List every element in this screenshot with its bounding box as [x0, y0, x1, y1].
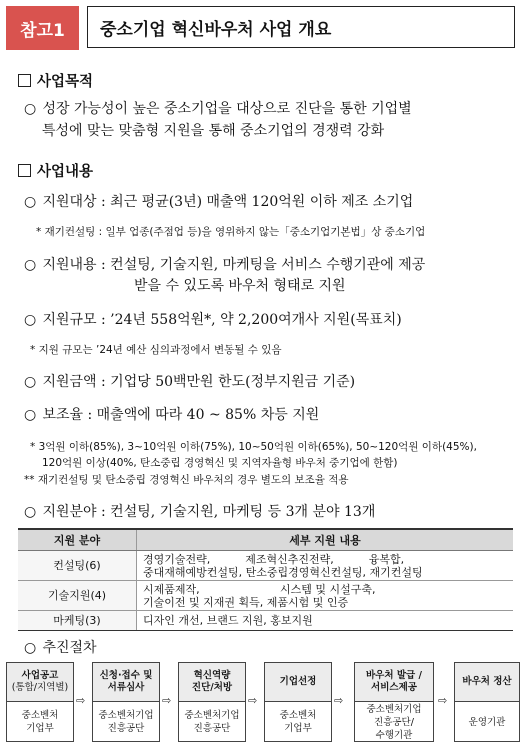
arrow-right-icon: ⇨ [334, 694, 344, 707]
circle-bullet-icon: ○ [24, 257, 37, 273]
table-cell-detail: 시제품제작, 시스템 및 시설구축, 기술이전 및 지재권 획득, 제품시험 및 인증 [137, 581, 514, 611]
arrow-right-icon: ⇨ [162, 694, 172, 707]
circle-bullet-icon: ○ [24, 504, 37, 520]
scale-note: * 지원 규모는 ’24년 예산 심의과정에서 변동될 수 있음 [30, 344, 282, 356]
scale-item: ○ 지원규모 : ’24년 558억원*, 약 2,200여개사 지원(목표치) [24, 310, 402, 331]
table-header: 지원 분야 [18, 529, 137, 551]
purpose-line1: ○ 성장 가능성이 높은 중소기업을 대상으로 진단을 통한 기업별 [24, 99, 412, 120]
table-row [18, 551, 513, 581]
process-step: 바우처 정산 운영기관 [454, 662, 520, 742]
process-step: 기업선정 중소벤처 기업부 [264, 662, 332, 742]
circle-bullet-icon: ○ [24, 194, 37, 210]
purpose-line2: 특성에 맞는 맞춤형 지원을 통해 중소기업의 경쟁력 강화 [42, 123, 385, 139]
circle-bullet-icon: ○ [24, 374, 37, 390]
circle-bullet-icon: ○ [24, 312, 37, 328]
table-cell-category: 컨설팅(6) [18, 551, 137, 581]
process-step: 사업공고 (통합/지역별) 중소벤처 기업부 [6, 662, 74, 742]
detail-line2: 받을 수 있도록 바우처 형태로 지원 [134, 278, 346, 294]
process-heading: ○ 추진절차 [24, 638, 97, 659]
page-title: 중소기업 혁신바우처 사업 개요 [87, 6, 515, 48]
amount-item: ○ 지원금액 : 기업당 50백만원 한도(정부지원금 기준) [24, 372, 355, 393]
process-step: 신청·접수 및 서류심사 중소벤처기업 진흥공단 [92, 662, 160, 742]
ratio-note-1: * 3억원 이하(85%), 3~10억원 이하(75%), 10~50억원 이하(65%), 50~120억원 이하(45%), [30, 441, 477, 453]
table-cell-category: 마케팅(3) [18, 611, 137, 631]
support-field-table [18, 528, 513, 631]
ratio-note-3: ** 재기컨설팅 및 탄소중립 경영혁신 바우처의 경우 별도의 보조율 적용 [24, 474, 349, 486]
table-cell-detail: 디자인 개선, 브랜드 지원, 홍보지원 [137, 611, 514, 631]
section-heading: 사업목적 [37, 74, 94, 90]
target-note: * 재기컨설팅 : 일부 업종(주점업 등)을 영위하지 않는「중소기업기본법」상 중소기업 [36, 226, 426, 238]
table-row [18, 581, 513, 611]
process-step: 바우처 발급 / 서비스제공 중소벤처기업 진흥공단/ 수행기관 [354, 662, 434, 742]
section-heading: 사업내용 [37, 164, 94, 180]
detail-item: ○ 지원내용 : 컨설팅, 기술지원, 마케팅을 서비스 수행기관에 제공 [24, 255, 425, 276]
circle-bullet-icon: ○ [24, 101, 37, 117]
section-purpose [18, 70, 93, 91]
field-item: ○ 지원분야 : 컨설팅, 기술지원, 마케팅 등 3개 분야 13개 [24, 502, 375, 523]
target-item: ○ 지원대상 : 최근 평균(3년) 매출액 120억원 이하 제조 소기업 [24, 192, 413, 213]
ratio-note-2: 120억원 이상(40%, 탄소중립 경영혁신 및 지역자율형 바우처 중기업에 한함) [42, 457, 398, 469]
arrow-right-icon: ⇨ [248, 694, 258, 707]
arrow-right-icon: ⇨ [438, 694, 448, 707]
circle-bullet-icon: ○ [24, 407, 37, 423]
table-cell-detail: 경영기술전략, 제조혁신추진전략, 융복합, 중대재해예방컨설팅, 탄소중립경영혁신컨설팅, 재기컨설팅 [137, 551, 514, 581]
ratio-item: ○ 보조율 : 매출액에 따라 40 ~ 85% 차등 지원 [24, 405, 319, 426]
table-cell-category: 기술지원(4) [18, 581, 137, 611]
table-header: 세부 지원 내용 [137, 529, 514, 551]
table-row [18, 611, 513, 631]
square-bullet-icon [18, 74, 31, 87]
section-content [18, 160, 93, 181]
table-header-row [18, 529, 513, 551]
process-step: 혁신역량 진단/처방 중소벤처기업 진흥공단 [178, 662, 246, 742]
arrow-right-icon: ⇨ [76, 694, 86, 707]
circle-bullet-icon: ○ [24, 640, 37, 656]
square-bullet-icon [18, 164, 31, 177]
reference-badge: 참고1 [6, 6, 79, 50]
